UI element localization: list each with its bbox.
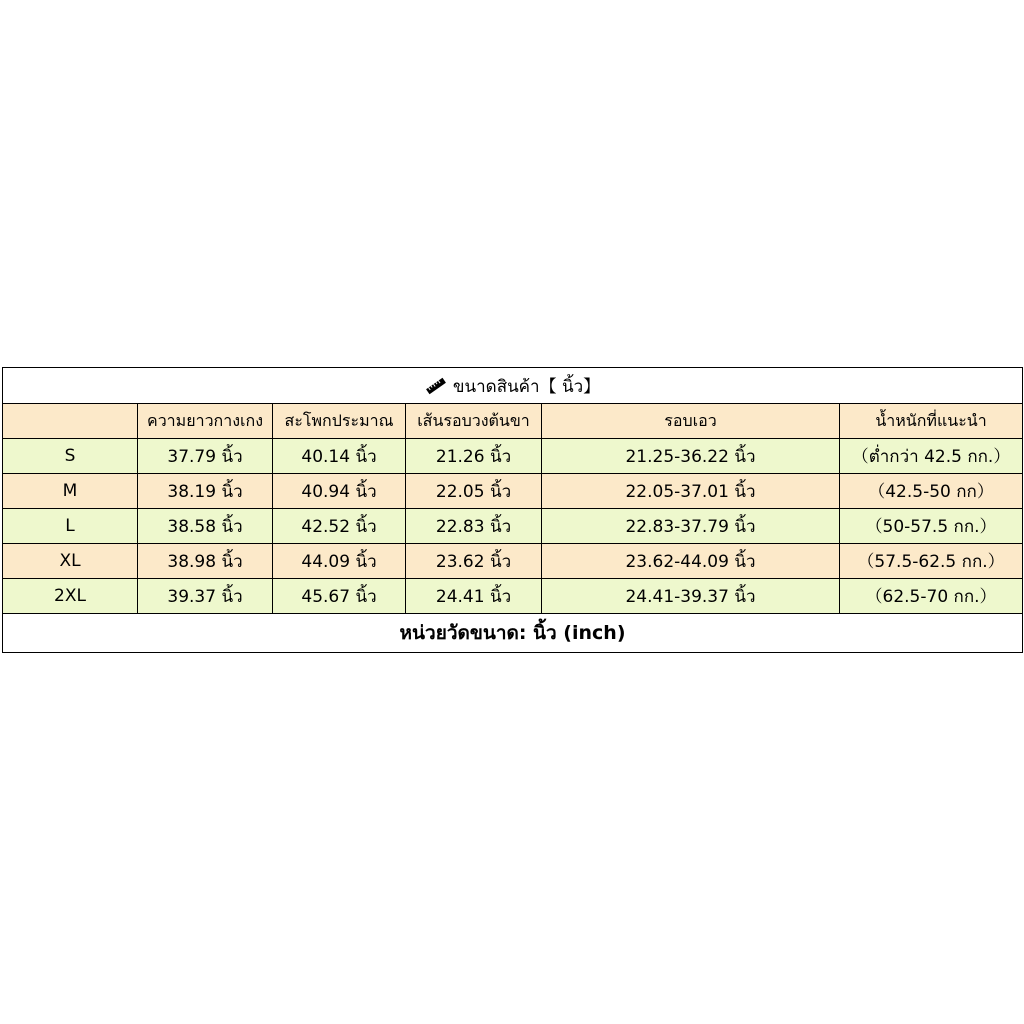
column-header: น้ำหนักที่แนะนำ — [840, 404, 1023, 439]
table-cell: （50-57.5 กก.） — [840, 509, 1023, 544]
table-cell: 45.67 นิ้ว — [273, 579, 406, 614]
table-cell: 40.14 นิ้ว — [273, 439, 406, 474]
table-row — [3, 509, 1023, 544]
table-row — [3, 474, 1023, 509]
table-cell: 24.41-39.37 นิ้ว — [542, 579, 840, 614]
size-label: 2XL — [3, 579, 138, 614]
table-cell: （62.5-70 กก.） — [840, 579, 1023, 614]
table-cell: 22.83-37.79 นิ้ว — [542, 509, 840, 544]
table-cell: 44.09 นิ้ว — [273, 544, 406, 579]
table-cell: （57.5-62.5 กก.） — [840, 544, 1023, 579]
title-row — [3, 368, 1023, 404]
table-cell: （42.5-50 กก） — [840, 474, 1023, 509]
header-row — [3, 404, 1023, 439]
table-cell: 42.52 นิ้ว — [273, 509, 406, 544]
table-title — [3, 368, 1023, 404]
table-row — [3, 544, 1023, 579]
ruler-icon — [425, 377, 447, 395]
column-header: เส้นรอบวงต้นขา — [406, 404, 542, 439]
table-cell: 23.62 นิ้ว — [406, 544, 542, 579]
column-header: รอบเอว — [542, 404, 840, 439]
table-cell: 21.25-36.22 นิ้ว — [542, 439, 840, 474]
size-label: L — [3, 509, 138, 544]
column-header — [3, 404, 138, 439]
table-title-text: ขนาดสินค้า【 นิ้ว】 — [452, 376, 601, 397]
footer-row — [3, 614, 1023, 653]
table-cell: 22.83 นิ้ว — [406, 509, 542, 544]
table-cell: （ต่ำกว่า 42.5 กก.） — [840, 439, 1023, 474]
column-header: สะโพกประมาณ — [273, 404, 406, 439]
table-cell: 40.94 นิ้ว — [273, 474, 406, 509]
unit-note: หน่วยวัดขนาด: นิ้ว (inch) — [3, 614, 1023, 653]
column-header: ความยาวกางเกง — [138, 404, 273, 439]
table-cell: 23.62-44.09 นิ้ว — [542, 544, 840, 579]
table-cell: 38.19 นิ้ว — [138, 474, 273, 509]
table-cell: 39.37 นิ้ว — [138, 579, 273, 614]
table-row — [3, 579, 1023, 614]
table-cell: 37.79 นิ้ว — [138, 439, 273, 474]
table-cell: 38.58 นิ้ว — [138, 509, 273, 544]
table-cell: 22.05-37.01 นิ้ว — [542, 474, 840, 509]
table-row — [3, 439, 1023, 474]
table-cell: 21.26 นิ้ว — [406, 439, 542, 474]
size-label: XL — [3, 544, 138, 579]
table-cell: 22.05 นิ้ว — [406, 474, 542, 509]
size-label: S — [3, 439, 138, 474]
table-cell: 38.98 นิ้ว — [138, 544, 273, 579]
size-chart-table — [2, 367, 1023, 653]
table-cell: 24.41 นิ้ว — [406, 579, 542, 614]
size-label: M — [3, 474, 138, 509]
